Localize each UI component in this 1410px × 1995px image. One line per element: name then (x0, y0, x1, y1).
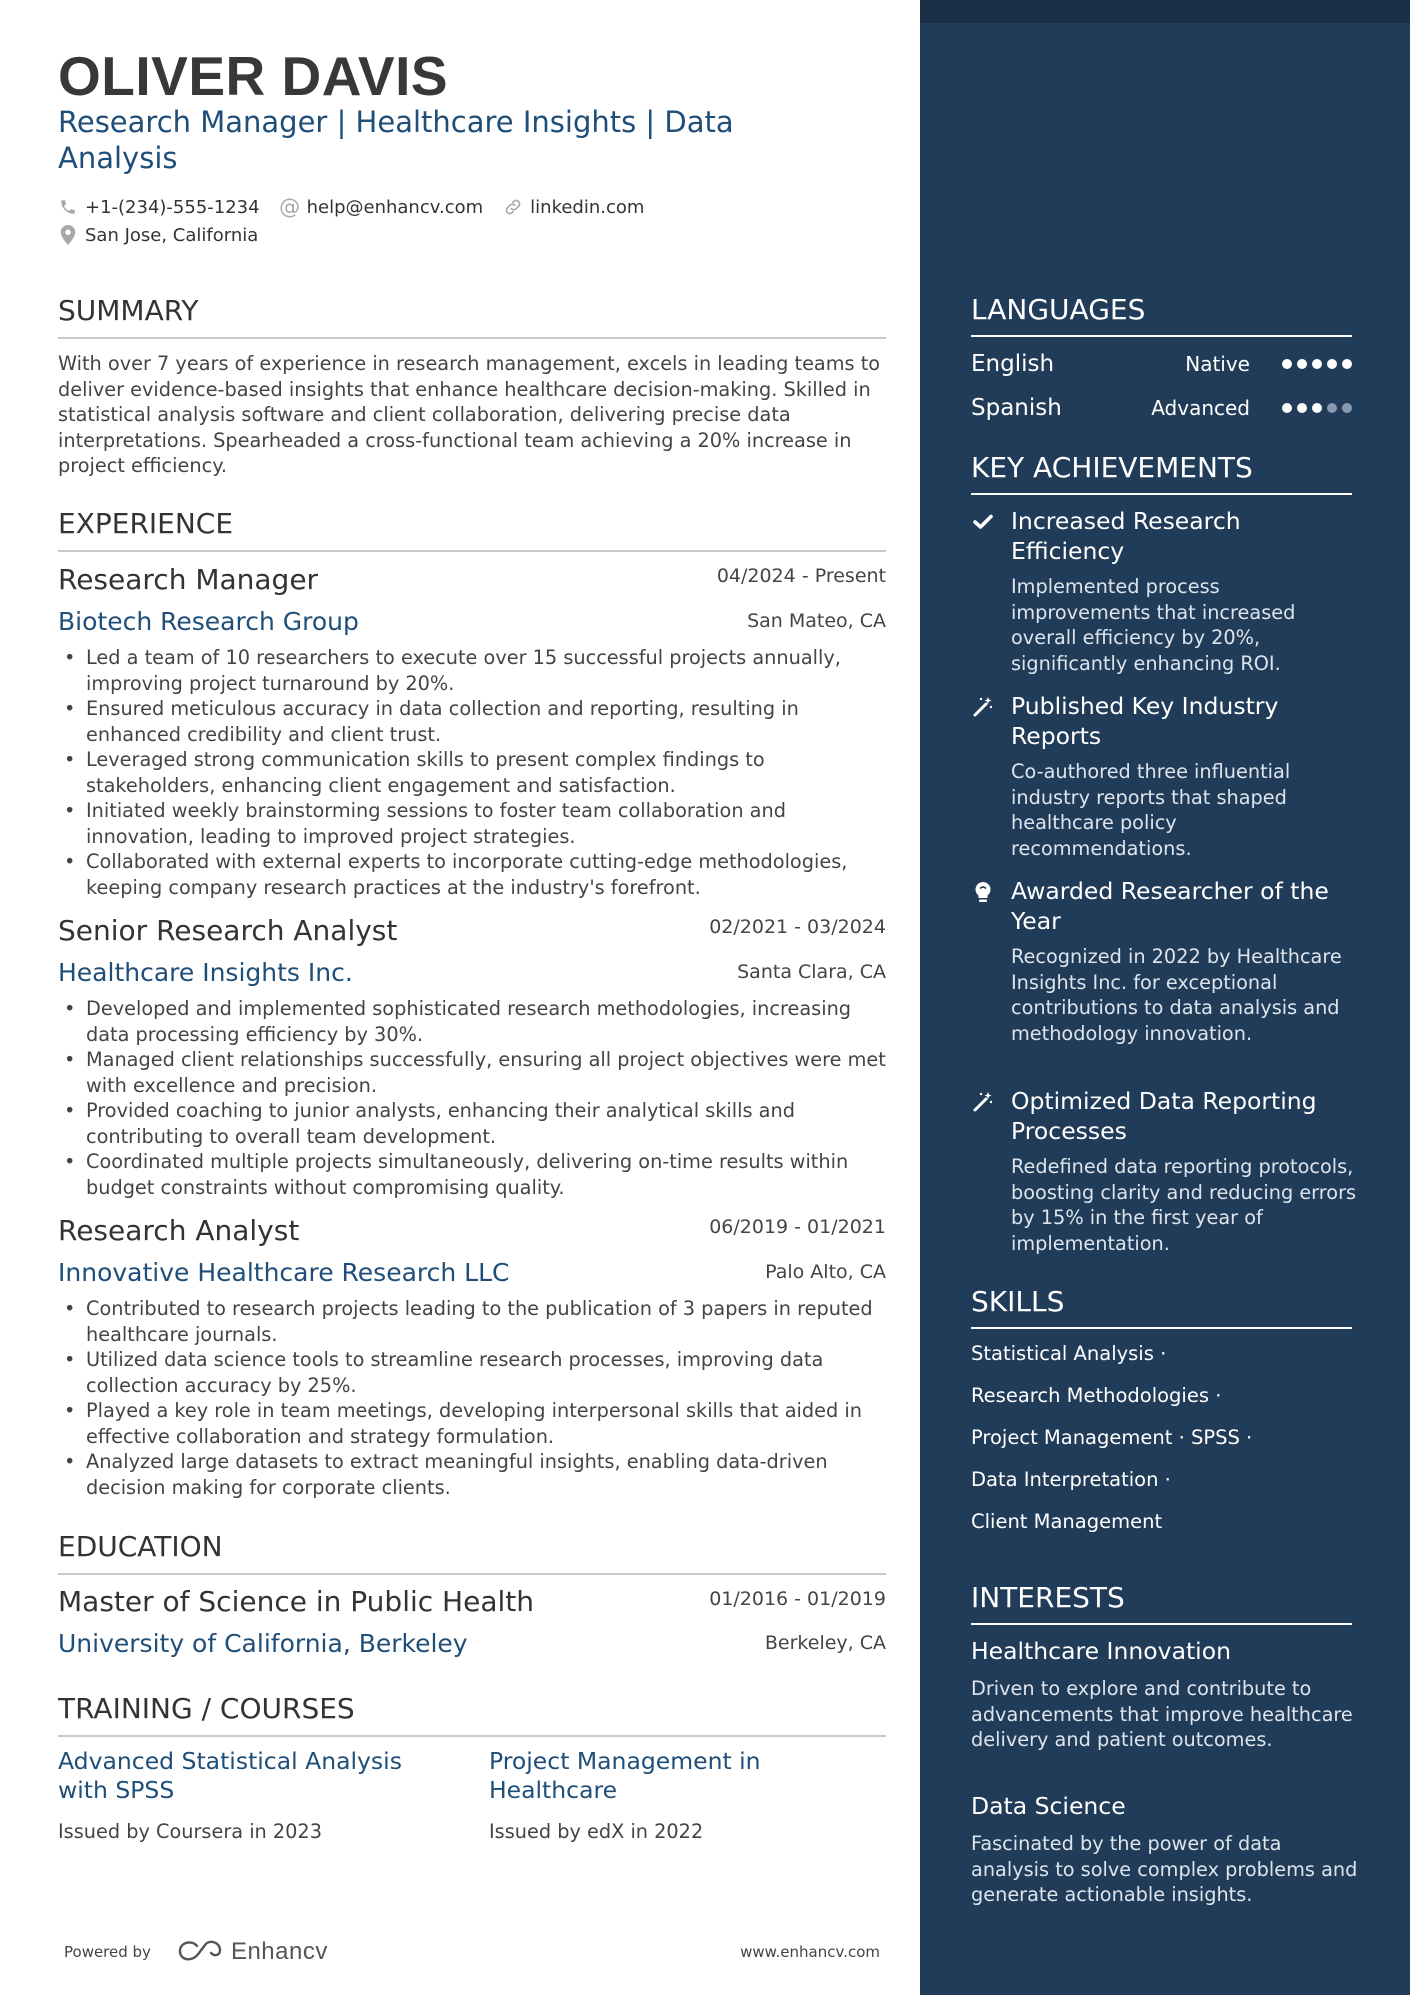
skill-line: Statistical Analysis · (971, 1342, 1167, 1365)
interest-title: Healthcare Innovation (971, 1637, 1231, 1665)
language-level: Native (1185, 352, 1250, 376)
language-rating (1282, 359, 1352, 369)
achievement-item (971, 691, 1361, 861)
achievement-description: Recognized in 2022 by Healthcare Insights Inc. for exceptional contributions to data analysis and methodology innovation. (1011, 945, 1342, 1045)
bullet-item: • Played a key role in team meetings, developing interpersonal skills that aided in effective collaboration and strategy formulation. (58, 1398, 888, 1449)
rating-dot (1282, 403, 1292, 413)
interests-heading: INTERESTS (971, 1581, 1352, 1625)
lightbulb-icon (971, 880, 995, 904)
education-dates: 01/2016 - 01/2019 (709, 1588, 886, 1610)
course-issuer: Issued by edX in 2022 (489, 1820, 704, 1843)
language-row (971, 348, 1352, 380)
interest-description: Fascinated by the power of data analysis to solve complex problems and generate actionable insights. (971, 1832, 1358, 1906)
at-sign-icon: @ (279, 195, 301, 219)
course-issuer: Issued by Coursera in 2023 (58, 1820, 322, 1843)
bullet-item: • Contributed to research projects leading to the publication of 3 papers in reputed healthcare journals. (58, 1296, 888, 1347)
job-location: Palo Alto, CA (765, 1261, 886, 1283)
achievement-description: Redefined data reporting protocols, boosting clarity and reducing errors by 15% in the first year of implementation. (1011, 1155, 1357, 1255)
school-location: Berkeley, CA (764, 1632, 886, 1654)
degree-title: Master of Science in Public Health (58, 1585, 534, 1618)
achievement-description: Implemented process improvements that increased overall efficiency by 20%, significantly enhancing ROI. (1011, 575, 1296, 675)
job-bullets (58, 645, 888, 900)
achievement-item (971, 506, 1361, 676)
rating-dot (1282, 359, 1292, 369)
bullet-item: • Collaborated with external experts to incorporate cutting-edge methodologies, keeping company research practices at the industry's forefront. (58, 849, 888, 900)
achievements-heading: KEY ACHIEVEMENTS (971, 451, 1352, 495)
phone-icon (58, 197, 78, 217)
job-dates: 02/2021 - 03/2024 (709, 916, 886, 938)
skill-line: Client Management (971, 1510, 1163, 1533)
bullet-item: • Provided coaching to junior analysts, enhancing their analytical skills and contributing to overall team development. (58, 1098, 888, 1149)
linkedin-contact[interactable] (503, 197, 644, 218)
linkedin-url: linkedin.com (530, 196, 645, 218)
bullet-item: • Managed client relationships successfully, ensuring all project objectives were met with excellence and precision. (58, 1047, 888, 1098)
checkmark-icon (971, 510, 995, 534)
course-title: Advanced Statistical Analysis with SPSS (58, 1747, 402, 1804)
job-dates: 06/2019 - 01/2021 (709, 1216, 886, 1238)
phone-number: +1-(234)-555-1234 (85, 196, 260, 218)
job-location: San Mateo, CA (747, 610, 886, 632)
training-heading: TRAINING / COURSES (58, 1692, 886, 1737)
achievement-title: Increased Research Efficiency (1011, 507, 1241, 565)
job-title: Research Manager (58, 563, 319, 596)
language-name: Spanish (971, 395, 1062, 421)
language-name: English (971, 351, 1055, 377)
experience-heading: EXPERIENCE (58, 507, 886, 552)
company-name: Innovative Healthcare Research LLC (58, 1258, 510, 1287)
language-rating (1282, 403, 1352, 413)
bullet-item: • Ensured meticulous accuracy in data collection and reporting, resulting in enhanced credibility and client trust. (58, 696, 888, 747)
rating-dot (1327, 403, 1337, 413)
email-contact[interactable] (280, 197, 484, 218)
magic-wand-icon (971, 1090, 995, 1114)
summary-heading: SUMMARY (58, 294, 886, 339)
bullet-item: • Coordinated multiple projects simultaneously, delivering on-time results within budget constraints without compromising quality. (58, 1149, 888, 1200)
rating-dot (1342, 403, 1352, 413)
bullet-item: • Initiated weekly brainstorming sessions to foster team collaboration and innovation, leading to improved project strategies. (58, 798, 888, 849)
job-title: Senior Research Analyst (58, 914, 398, 947)
sidebar-top-bar (920, 0, 1410, 23)
footer (64, 1932, 880, 1972)
location-contact (58, 225, 258, 246)
magic-wand-icon (971, 695, 995, 719)
school-name: University of California, Berkeley (58, 1629, 468, 1658)
location-text: San Jose, California (85, 224, 259, 246)
brand-name: Enhancv (230, 1938, 328, 1965)
headline: Research Manager | Healthcare Insights | Data Analysis (58, 105, 734, 175)
bullet-item: • Developed and implemented sophisticated research methodologies, increasing data processing efficiency by 30%. (58, 996, 888, 1047)
interest-description: Driven to explore and contribute to advancements that improve healthcare delivery and patient outcomes. (971, 1677, 1353, 1751)
languages-heading: LANGUAGES (971, 293, 1352, 337)
job-bullets (58, 996, 888, 1200)
achievement-item (971, 876, 1361, 1046)
enhancv-logo-icon[interactable] (177, 1940, 223, 1964)
link-icon (503, 197, 523, 217)
rating-dot (1312, 359, 1322, 369)
company-name: Biotech Research Group (58, 607, 359, 636)
job-location: Santa Clara, CA (737, 961, 886, 983)
rating-dot (1312, 403, 1322, 413)
contact-info (58, 193, 664, 249)
course-title: Project Management in Healthcare (489, 1747, 761, 1804)
bullet-item: • Utilized data science tools to streamline research processes, improving data collection accuracy by 25%. (58, 1347, 888, 1398)
candidate-name: OLIVER DAVIS (58, 45, 449, 107)
language-row (971, 392, 1352, 424)
job-bullets (58, 1296, 888, 1500)
achievement-item (971, 1086, 1361, 1256)
skill-line: Research Methodologies · (971, 1384, 1222, 1407)
education-heading: EDUCATION (58, 1530, 886, 1575)
skills-heading: SKILLS (971, 1285, 1352, 1329)
job-title: Research Analyst (58, 1214, 300, 1247)
phone-contact[interactable] (58, 197, 260, 218)
job-dates: 04/2024 - Present (716, 565, 886, 587)
map-pin-icon (58, 225, 78, 245)
bullet-item: • Led a team of 10 researchers to execute over 15 successful projects annually, improving project turnaround by 20%. (58, 645, 888, 696)
achievement-description: Co-authored three influential industry reports that shaped healthcare policy recommendations. (1011, 760, 1291, 860)
interest-title: Data Science (971, 1792, 1126, 1820)
rating-dot (1297, 403, 1307, 413)
rating-dot (1342, 359, 1352, 369)
skill-line: Project Management · SPSS · (971, 1426, 1253, 1449)
skill-line: Data Interpretation · (971, 1468, 1171, 1491)
bullet-item: • Leveraged strong communication skills to present complex findings to stakeholders, enhancing client engagement and satisfaction. (58, 747, 888, 798)
email-address: help@enhancv.com (306, 196, 484, 218)
achievement-title: Optimized Data Reporting Processes (1011, 1087, 1317, 1145)
powered-by-label: Powered by (64, 1943, 151, 1961)
sidebar (920, 0, 1410, 1995)
achievement-title: Published Key Industry Reports (1011, 692, 1279, 750)
rating-dot (1327, 359, 1337, 369)
footer-url[interactable]: www.enhancv.com (740, 1943, 880, 1961)
achievement-title: Awarded Researcher of the Year (1011, 877, 1329, 935)
rating-dot (1297, 359, 1307, 369)
summary-text: With over 7 years of experience in research management, excels in leading teams to deliver evidence-based insights that enhance healthcare decision-making. Skilled in statistical analysis software and client collaboration, delivering precise data interpretations. Spearheaded a cross-functional team achieving a 20% increase in project efficiency. (58, 352, 881, 477)
language-level: Advanced (1151, 396, 1250, 420)
company-name: Healthcare Insights Inc. (58, 958, 353, 987)
bullet-item: • Analyzed large datasets to extract meaningful insights, enabling data-driven decision making for corporate clients. (58, 1449, 888, 1500)
